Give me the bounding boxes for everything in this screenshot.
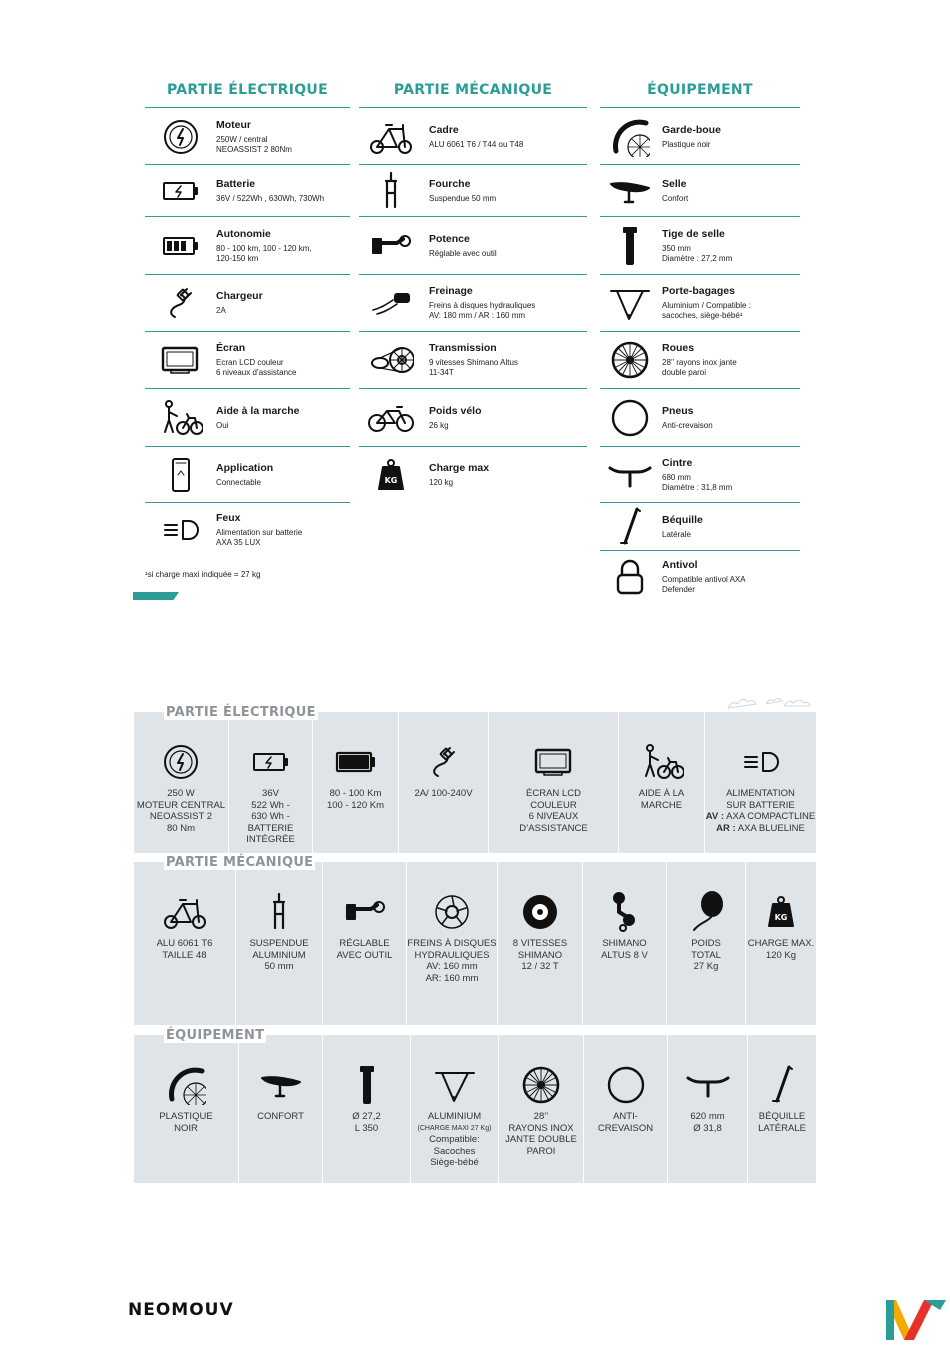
info-cell (584, 1035, 668, 1183)
info-line-prefix: AV : (705, 811, 725, 822)
info-cell (134, 862, 236, 1025)
info-label (327, 788, 384, 811)
screen-icon (532, 742, 576, 782)
info-line: 2A/ 100-240V (414, 788, 473, 799)
kickstand-icon (602, 507, 658, 547)
spec-row (359, 332, 587, 389)
info-label (639, 788, 684, 811)
spec-detail: 120-150 km (216, 253, 259, 263)
spec-text (429, 342, 589, 378)
info-label (137, 788, 225, 834)
spec-text (429, 462, 589, 488)
mudguard-icon (166, 1065, 206, 1105)
spec-text (216, 512, 356, 548)
balloon-weight-icon (684, 892, 728, 932)
svg-text:KG: KG (774, 913, 788, 922)
info-line: RAYONS INOX (508, 1122, 574, 1134)
spec-title: Porte-bagages (662, 285, 735, 297)
spec-text (216, 228, 356, 264)
fork-icon (363, 171, 419, 211)
spec-detail: NEOASSIST 2 80Nm (216, 144, 292, 154)
column-mecanique (359, 76, 587, 506)
spec-row (359, 275, 587, 332)
spec-title: Béquille (662, 513, 703, 526)
info-line: JANTE DOUBLE (505, 1134, 577, 1145)
info-line: 28’’ (533, 1111, 549, 1122)
spec-text (216, 290, 356, 316)
info-line: FREINS À DISQUES (407, 938, 497, 949)
info-line: 8 VITESSES (512, 938, 568, 949)
info-line: AV: 160 mm (426, 961, 478, 972)
mudguard-icon (602, 117, 658, 157)
info-line: AVEC OUTIL (336, 949, 393, 961)
info-line: RÉGLABLE (339, 938, 390, 949)
spec-detail: Defender (662, 585, 695, 594)
spec-text (429, 178, 589, 204)
fork-icon (264, 892, 294, 932)
info-label (407, 938, 496, 984)
info-cell (619, 712, 705, 853)
info-label (159, 1111, 212, 1134)
info-line: BÉQUILLE (758, 1111, 806, 1122)
spec-detail: Suspendue 50 mm (429, 193, 497, 203)
spec-title: Poids vélo (429, 404, 482, 417)
brake-lever-icon (363, 283, 419, 323)
tire-icon (602, 398, 658, 438)
spec-detail: Diamètre : 31,8 mm (662, 482, 733, 492)
frame-icon (162, 892, 208, 932)
spec-title: Moteur (216, 118, 251, 131)
spec-title: Autonomie (216, 227, 271, 240)
info-label (352, 1111, 381, 1134)
info-line: BATTERIE (247, 822, 294, 834)
spec-row (145, 275, 350, 332)
info-cell (323, 862, 407, 1025)
spec-row (359, 447, 587, 503)
info-line: 27 Kg (693, 961, 719, 972)
info-line: ALU 6061 T6 (156, 938, 213, 949)
spec-table (145, 76, 800, 606)
info-cell (134, 712, 229, 853)
info-label (598, 1111, 653, 1134)
spec-detail: 80 - 100 km, 100 - 120 km, (216, 243, 312, 253)
column-heading: PARTIE ÉLECTRIQUE (145, 76, 350, 108)
info-line: 36V (262, 788, 279, 799)
spec-title: Tige de selle (662, 227, 725, 240)
spec-title: Potence (429, 232, 470, 245)
info-cell (411, 1035, 499, 1183)
info-line-text: AXA BLUELINE (735, 822, 805, 834)
spec-detail: AV: 180 mm / AR : 160 mm (429, 311, 526, 320)
info-line: CONFORT (257, 1111, 304, 1122)
spec-title: Cadre (429, 123, 459, 136)
spec-detail: Compatible antivol AXA (662, 575, 746, 584)
spec-detail: Latérale (662, 529, 691, 539)
spec-row (600, 275, 800, 332)
info-label (505, 1111, 577, 1157)
spec-detail: Freins à disques hydrauliques (429, 301, 536, 310)
info-line: Sacoches (433, 1145, 476, 1157)
info-label (246, 788, 295, 846)
battery-range-icon (153, 226, 209, 266)
spec-detail: Connectable (216, 477, 261, 487)
info-label (519, 788, 587, 834)
info-cell (323, 1035, 411, 1183)
spec-text (216, 342, 356, 378)
info-line: SHIMANO (517, 949, 563, 961)
info-label (337, 938, 393, 961)
spec-row (145, 503, 350, 557)
footnote: ¹si charge maxi indiquée = 27 kg (145, 570, 261, 579)
info-line: HYDRAULIQUES (414, 949, 490, 961)
spec-detail: Plastique noir (662, 139, 711, 149)
info-cell (239, 1035, 323, 1183)
column-electrique (145, 76, 350, 606)
brand-wordmark: NEOMOUV (128, 1300, 234, 1320)
spec-text (662, 124, 802, 150)
charger-plug-icon (424, 742, 464, 782)
info-line: SHIMANO (602, 938, 647, 949)
spec-title: Pneus (662, 404, 694, 417)
headlight-icon (739, 742, 783, 782)
info-line: PLASTIQUE (159, 1111, 213, 1122)
spec-text (662, 457, 802, 493)
spec-detail: Réglable avec outil (429, 248, 497, 258)
info-line: D’ASSISTANCE (519, 822, 588, 834)
screen-icon (153, 340, 209, 380)
charger-plug-icon (153, 283, 209, 323)
saddle-icon (602, 171, 658, 211)
spec-text (429, 233, 589, 259)
stem-icon (343, 892, 387, 932)
spec-row (359, 389, 587, 447)
spec-title: Aide à la marche (216, 404, 300, 417)
spec-detail: double paroi (662, 368, 707, 377)
spec-detail: 11-34T (429, 368, 454, 377)
spec-text (662, 405, 802, 431)
page-tab-accent (133, 592, 179, 600)
info-line: ALTUS 8 V (601, 949, 648, 961)
info-label (601, 938, 648, 961)
info-line: NEOASSIST 2 (149, 811, 213, 822)
stem-icon (363, 226, 419, 266)
spec-row (600, 503, 800, 551)
spec-row (145, 447, 350, 503)
derailleur-icon (605, 892, 645, 932)
spec-title: Transmission (429, 342, 497, 354)
spec-detail: Diamètre : 27,2 mm (662, 253, 733, 263)
bicycle-icon (363, 398, 419, 438)
spec-detail: 9 vitesses Shimano Altus (429, 358, 518, 367)
info-cell (134, 1035, 239, 1183)
info-line: Ø 27,2 (352, 1111, 381, 1122)
info-line: 630 Wh - (251, 811, 290, 822)
info-cell (748, 1035, 816, 1183)
infographic-mecanique (134, 855, 816, 1025)
motor-icon (161, 742, 201, 782)
walk-assist-icon (640, 742, 684, 782)
info-cell (499, 1035, 584, 1183)
column-heading: PARTIE MÉCANIQUE (359, 76, 587, 108)
spec-row (145, 389, 350, 447)
spec-text (662, 342, 802, 378)
spec-row (145, 109, 350, 165)
spec-title: Selle (662, 177, 687, 190)
spec-text (662, 559, 802, 595)
spec-detail: Aluminium / Compatible : (662, 301, 751, 310)
spec-text (662, 514, 802, 540)
spec-row (145, 217, 350, 275)
info-line: Siège-bébé (430, 1157, 479, 1168)
spec-text (216, 178, 356, 204)
info-line (706, 811, 815, 823)
info-label (758, 1111, 806, 1134)
spec-title: Écran (216, 342, 246, 354)
info-line: Compatible: (429, 1134, 480, 1145)
info-cell (746, 862, 816, 1025)
spec-text (216, 119, 356, 155)
info-line: L 350 (354, 1122, 379, 1134)
spec-detail: Anti-crevaison (662, 420, 713, 430)
spec-detail: 28’’ rayons inox jante (662, 358, 737, 367)
info-line: ALUMINIUM (427, 1111, 482, 1122)
seatpost-icon (602, 226, 658, 266)
info-line: 6 NIVEAUX (528, 811, 579, 822)
info-line: CREVAISON (597, 1122, 654, 1134)
spec-title: Garde-boue (662, 123, 721, 136)
headlight-icon (153, 510, 209, 550)
info-line: Ø 31,8 (693, 1122, 722, 1134)
info-label (418, 1111, 492, 1169)
info-line: 250 W (167, 788, 195, 799)
spec-title: Roues (662, 342, 695, 354)
info-cell (668, 1035, 748, 1183)
band-heading: PARTIE ÉLECTRIQUE (166, 705, 316, 720)
spec-title: Antivol (662, 559, 698, 571)
info-line: POIDS (691, 938, 721, 949)
info-cell (498, 862, 583, 1025)
spec-detail: 26 kg (429, 420, 449, 430)
spec-row (359, 109, 587, 165)
column-equipement (600, 76, 800, 606)
weight-kg-icon (363, 455, 419, 495)
info-line: INTÉGRÉE (246, 834, 295, 845)
spec-text (429, 124, 589, 150)
spec-row (145, 332, 350, 389)
info-line: 100 - 120 Km (326, 799, 385, 811)
drivetrain-icon (363, 340, 419, 380)
spec-detail: ALU 6061 T6 / T44 ou T48 (429, 139, 524, 149)
battery-icon (251, 742, 291, 782)
info-line: 50 mm (264, 961, 294, 972)
kickstand-icon (767, 1065, 797, 1105)
info-label (513, 938, 567, 973)
info-line: AIDE À LA (638, 788, 685, 799)
spec-row (600, 332, 800, 389)
info-line: 620 mm (690, 1111, 725, 1122)
wheel-icon (602, 340, 658, 380)
spec-row (359, 217, 587, 275)
info-label (157, 938, 213, 961)
spec-text (429, 405, 589, 431)
wheel-icon (519, 1065, 563, 1105)
info-line: 120 Kg (765, 949, 797, 961)
info-line: AR: 160 mm (425, 972, 479, 984)
info-line: ALUMINIUM (252, 949, 306, 961)
spec-title: Cintre (662, 456, 693, 469)
spec-row (145, 165, 350, 217)
spec-row (600, 389, 800, 447)
info-line: TOTAL (691, 949, 721, 961)
spec-text (662, 285, 802, 321)
band-heading: PARTIE MÉCANIQUE (166, 855, 314, 870)
info-line: LATÉRALE (758, 1122, 806, 1134)
info-line: 80 Nm (167, 822, 195, 834)
infographic-electrique (134, 705, 816, 853)
spec-title: Feux (216, 512, 241, 524)
spec-title: Application (216, 461, 274, 474)
spec-detail: sacoches, siège-bébé¹ (662, 311, 743, 320)
info-line: MARCHE (640, 799, 683, 811)
info-cell (583, 862, 667, 1025)
info-cell (313, 712, 399, 853)
spec-detail: Alimentation sur batterie (216, 528, 303, 537)
spec-detail: 6 niveaux d’assistance (216, 368, 297, 377)
spec-row (600, 109, 800, 165)
spec-row (600, 217, 800, 275)
info-line: ANTI- (613, 1111, 638, 1122)
spec-detail: Oui (216, 420, 229, 430)
svg-text:KG: KG (384, 476, 398, 485)
infographic-equipement (134, 1028, 816, 1183)
info-label (414, 788, 472, 800)
spec-detail: 2A (216, 306, 226, 315)
info-cell (489, 712, 619, 853)
info-cell (229, 712, 313, 853)
info-label (691, 938, 721, 973)
info-line: SUR BATTERIE (726, 799, 795, 811)
lock-icon (602, 557, 658, 597)
info-label (690, 1111, 724, 1134)
spec-title: Fourche (429, 177, 471, 190)
info-label (249, 938, 308, 973)
spec-text (216, 462, 356, 488)
spec-detail: 120 kg (429, 478, 454, 487)
info-cell (399, 712, 489, 853)
spec-title: Batterie (216, 177, 256, 190)
spec-row (600, 447, 800, 503)
handlebar-icon (602, 455, 658, 495)
info-cell (407, 862, 498, 1025)
spec-detail: AXA 35 LUX (216, 538, 261, 547)
spec-detail: 250W / central (216, 134, 268, 144)
spec-detail: 680 mm (662, 472, 691, 482)
info-line: ÉCRAN LCD (526, 788, 581, 799)
info-line (706, 823, 815, 835)
info-line: PAROI (526, 1145, 556, 1157)
seatpost-icon (357, 1065, 377, 1105)
spec-row (600, 551, 800, 603)
info-line: CHARGE MAX. (747, 938, 815, 949)
battery-full-icon (334, 742, 378, 782)
rack-icon (432, 1065, 478, 1105)
info-line: MOTEUR CENTRAL (136, 799, 226, 811)
weight-kg-icon (761, 892, 801, 932)
spec-title: Chargeur (216, 290, 263, 302)
nv-logo-icon (884, 1296, 948, 1344)
info-line: COULEUR (530, 799, 577, 811)
info-label (748, 938, 815, 961)
info-line: SUSPENDUE (249, 938, 309, 949)
spec-detail: Ecran LCD couleur (216, 358, 284, 367)
motor-icon (153, 117, 209, 157)
info-cell (236, 862, 323, 1025)
spec-row (359, 165, 587, 217)
info-line: 522 Wh - (251, 799, 290, 811)
info-line: TAILLE 48 (162, 949, 207, 961)
smartphone-icon (153, 455, 209, 495)
handlebar-icon (684, 1065, 732, 1105)
spec-detail: 36V / 522Wh , 630Wh, 730Wh (216, 193, 325, 203)
info-line-prefix: AR : (716, 822, 736, 834)
info-label (257, 1111, 304, 1123)
info-line: 12 / 32 T (521, 961, 559, 972)
cassette-icon (518, 892, 562, 932)
saddle-icon (258, 1065, 304, 1105)
tire-icon (604, 1065, 648, 1105)
spec-detail: Confort (662, 193, 689, 203)
spec-title: Freinage (429, 285, 473, 297)
spec-text (662, 228, 802, 264)
info-label (706, 788, 815, 834)
info-cell (705, 712, 816, 853)
spec-text (429, 285, 589, 321)
column-heading: ÉQUIPEMENT (600, 76, 800, 108)
info-line: ALIMENTATION (726, 788, 795, 799)
spec-text (216, 405, 356, 431)
spec-row (600, 165, 800, 217)
brake-disc-icon (430, 892, 474, 932)
walk-assist-icon (153, 398, 209, 438)
info-line: NOIR (174, 1122, 198, 1134)
info-line: 80 - 100 Km (329, 788, 382, 799)
spec-detail: 350 mm (662, 243, 691, 253)
band-heading: ÉQUIPEMENT (166, 1028, 265, 1043)
rack-icon (602, 283, 658, 323)
spec-text (662, 178, 802, 204)
frame-icon (363, 117, 419, 157)
info-line-small: (CHARGE MAXI 27 Kg) (417, 1124, 492, 1132)
spec-title: Charge max (429, 462, 490, 474)
battery-icon (153, 171, 209, 211)
info-line-text: AXA COMPACTLINE (724, 811, 816, 822)
info-cell (667, 862, 746, 1025)
